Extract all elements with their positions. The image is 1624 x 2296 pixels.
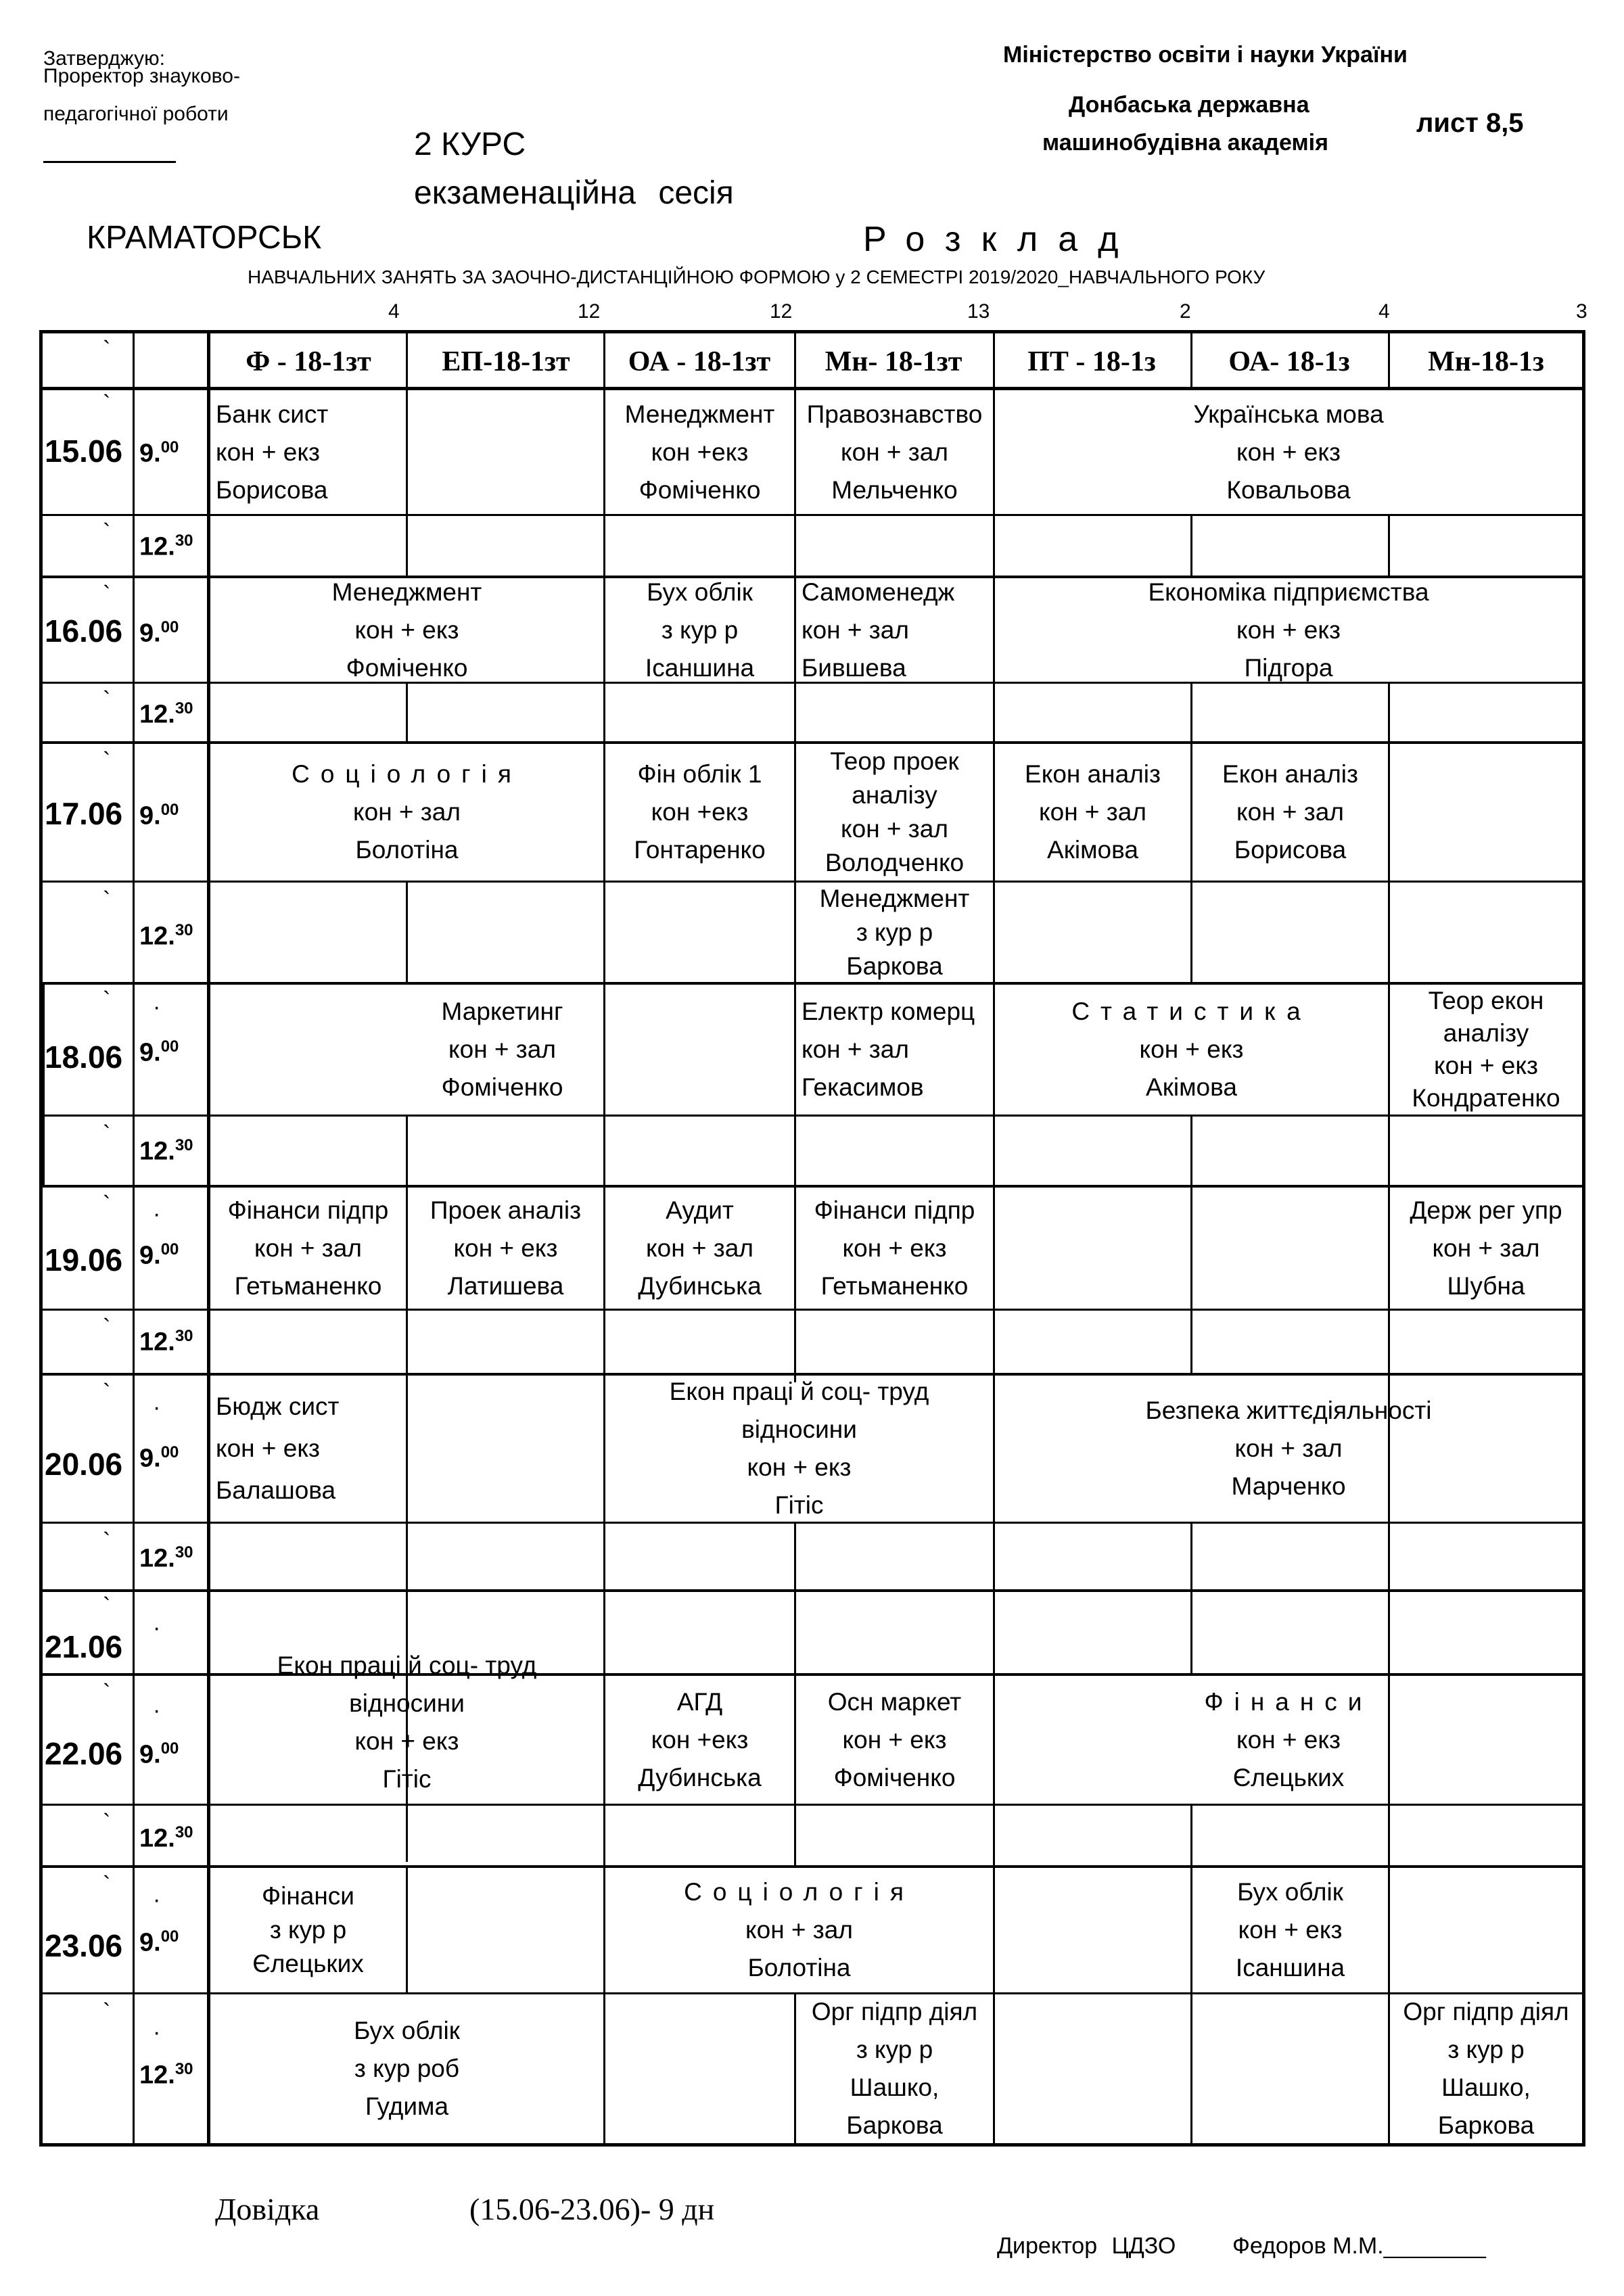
group-header-5: ПТ - 18-1з <box>1027 346 1156 377</box>
row-separator <box>39 1804 1585 1806</box>
day-mark: ` <box>103 1528 111 1554</box>
group-header-3: ОА - 18-1зт <box>628 346 771 377</box>
class-cell: Маркетинг кон + зал Фоміченко <box>441 998 563 1101</box>
time-900: 9.00 <box>139 1927 179 1957</box>
class-cell: Фінанси підпр кон + зал Гетьманенко <box>227 1196 389 1300</box>
slot-mark: · <box>153 994 161 1020</box>
class-cell: Теор екон аналізу кон + екз Кондратенко <box>1412 987 1560 1112</box>
header-mark: ` <box>103 337 111 362</box>
footer-period: (15.06-23.06)- 9 дн <box>469 2192 715 2226</box>
col-separator <box>1190 330 1192 387</box>
table-bottom-border <box>39 2143 1585 2147</box>
table-left-border <box>39 330 43 2147</box>
time-1230: 12.30 <box>139 1823 193 1853</box>
academy-line-2: машинобудівна академія <box>1042 130 1328 156</box>
time-1230: 12.30 <box>139 1136 193 1166</box>
class-cell: Екон праці й соц- труд відносини кон + екз Гітіс <box>277 1651 537 1793</box>
class-cell: Бух облік з кур р Ісаншина <box>645 578 755 682</box>
date-20-06: 20.06 <box>45 1447 123 1482</box>
slot-mark: · <box>153 1697 161 1723</box>
col-separator <box>1190 1188 1192 1309</box>
group-count-7: 3 <box>1576 300 1587 323</box>
class-cell: Проек аналіз кон + екз Латишева <box>430 1196 582 1300</box>
day-mark: ` <box>103 1121 111 1147</box>
date-16-06: 16.06 <box>45 613 123 649</box>
group-header-7: Мн-18-1з <box>1428 346 1544 377</box>
director-name: Федоров М.М.________ <box>1232 2233 1486 2259</box>
time-900: 9.00 <box>139 618 179 648</box>
class-cell: Орг підпр діял з кур р Шашко, Баркова <box>1403 1998 1569 2139</box>
date-18-06: 18.06 <box>45 1039 123 1075</box>
class-cell: Орг підпр діял з кур р Шашко, Баркова <box>811 1998 978 2139</box>
group-count-3: 12 <box>770 300 793 323</box>
class-cell: Економіка підприємства кон + екз Підгора <box>1148 578 1429 682</box>
schedule-title: Розклад <box>863 220 1139 259</box>
group-header-1: Ф - 18-1зт <box>246 346 371 377</box>
day-mark: ` <box>103 687 111 713</box>
col-separator <box>1388 514 1390 576</box>
col-separator <box>1190 1522 1192 1673</box>
row-separator <box>39 1589 1585 1592</box>
date-19-06: 19.06 <box>45 1242 123 1278</box>
table-top-border <box>39 330 1585 333</box>
class-cell: Бюдж сист кон + екз Балашова <box>216 1392 340 1504</box>
academy-line-1: Донбаська державна <box>1069 92 1309 118</box>
class-cell: Екон аналіз кон + зал Акімова <box>1025 760 1161 864</box>
class-cell: Фінанси з кур р Єлецьких <box>252 1882 364 1977</box>
day-mark: ` <box>103 887 111 913</box>
class-cell: Аудит кон + зал Дубинська <box>638 1196 762 1300</box>
date-17-06: 17.06 <box>45 796 123 831</box>
day-mark: ` <box>103 1315 111 1340</box>
class-cell: Осн маркет кон + екз Фоміченко <box>827 1687 962 1791</box>
approval-line-1: Затверджую: <box>43 47 165 70</box>
class-cell: Екон аналіз кон + зал Борисова <box>1222 760 1358 864</box>
class-cell: Фінанси підпр кон + екз Гетьманенко <box>814 1196 975 1300</box>
day-mark: ` <box>103 1680 111 1706</box>
col-separator <box>406 682 408 741</box>
col-separator <box>1190 1311 1192 1373</box>
time-900: 9.00 <box>139 1443 179 1473</box>
col-separator <box>1190 682 1192 741</box>
class-cell: Екон праці й соц- труд відносини кон + екз Гітіс <box>669 1378 929 1519</box>
day-mark: ` <box>103 987 111 1013</box>
group-count-4: 13 <box>967 300 990 323</box>
day-mark: ` <box>103 1593 111 1619</box>
col-separator <box>1190 1115 1192 1185</box>
time-900: 9.00 <box>139 1037 179 1067</box>
class-cell: Держ рег упр кон + зал Шубна <box>1410 1196 1562 1300</box>
class-cell: Статистика кон + екз Акімова <box>1071 998 1312 1101</box>
class-cell: Українська мова кон + екз Ковальова <box>1193 400 1384 504</box>
session-title: екзаменаційна сесія <box>414 175 734 211</box>
slot-mark: · <box>153 1615 161 1641</box>
col-separator <box>406 514 408 576</box>
row-separator <box>39 1309 1585 1311</box>
class-cell: Фінанси кон + екз Єлецьких <box>1204 1687 1373 1791</box>
class-cell: Самоменедж кон + зал Бившева <box>802 578 955 682</box>
col-separator <box>406 1868 408 1992</box>
group-header-6: ОА- 18-1з <box>1228 346 1350 377</box>
class-cell: Менеджмент кон + екз Фоміченко <box>331 578 482 682</box>
time-1230: 12.30 <box>139 532 193 561</box>
slot-mark: · <box>153 1887 161 1913</box>
date-22-06: 22.06 <box>45 1736 123 1771</box>
class-cell: Бух облік з кур роб Гудима <box>354 2017 460 2120</box>
day-mark: ` <box>103 1192 111 1217</box>
day-mark: ` <box>103 748 111 774</box>
class-cell: Менеджмент з кур р Баркова <box>819 884 970 980</box>
day-mark: ` <box>103 1380 111 1405</box>
day-mark: ` <box>103 391 111 417</box>
class-cell: Бух облік кон + екз Ісаншина <box>1235 1878 1345 1982</box>
day-mark: ` <box>103 582 111 607</box>
class-cell: Електр комерц кон + зал Гекасимов <box>802 998 975 1101</box>
time-1230: 12.30 <box>139 921 193 951</box>
time-900: 9.00 <box>139 801 179 830</box>
group-count-2: 12 <box>578 300 601 323</box>
group-count-6: 4 <box>1378 300 1390 323</box>
signature-line <box>43 161 176 163</box>
col-separator <box>1388 330 1390 387</box>
ministry: Міністерство освіти і науки України <box>1003 42 1408 68</box>
table-right-border <box>1582 330 1585 2147</box>
col-separator <box>1190 514 1192 576</box>
class-cell: Безпека життєдіяльності кон + зал Марченко <box>1145 1397 1432 1500</box>
time-1230: 12.30 <box>139 1543 193 1573</box>
frame-accent <box>39 982 45 1185</box>
approval-line-3: педагогічної роботи <box>43 103 229 125</box>
time-900: 9.00 <box>139 1240 179 1270</box>
time-1230: 12.30 <box>139 1327 193 1357</box>
col-separator <box>1388 682 1390 741</box>
col-separator <box>406 881 408 982</box>
class-cell: Теор проек аналізу кон + зал Володченко <box>825 747 965 876</box>
day-mark: ` <box>103 1999 111 2025</box>
group-count-5: 2 <box>1180 300 1191 323</box>
group-count-1: 4 <box>388 300 400 323</box>
row-separator <box>39 514 1585 516</box>
course-title: 2 КУРС <box>414 126 526 162</box>
city: КРАМАТОРСЬК <box>87 220 322 256</box>
class-cell: Соціологія кон + зал Болотіна <box>292 760 522 864</box>
col-separator <box>1388 1522 1390 1673</box>
class-cell: Банк сист кон + екз Борисова <box>216 400 329 504</box>
date-21-06: 21.06 <box>45 1629 123 1664</box>
time-900: 9.00 <box>139 438 179 468</box>
class-cell: Правознавство кон + зал Мельченко <box>806 400 983 504</box>
time-900: 9.00 <box>139 1739 179 1769</box>
class-cell: Менеджмент кон +екз Фоміченко <box>624 400 775 504</box>
class-cell: АГД кон +екз Дубинська <box>638 1687 762 1791</box>
slot-mark: · <box>153 2019 161 2045</box>
col-separator <box>133 330 135 2147</box>
time-1230: 12.30 <box>139 2060 193 2090</box>
slot-mark: · <box>153 1201 161 1227</box>
slot-mark: · <box>153 1395 161 1420</box>
class-cell: Соціологія кон + зал Болотіна <box>684 1878 914 1982</box>
col-separator <box>1388 1373 1390 1375</box>
row-separator <box>39 1115 1585 1117</box>
day-mark: ` <box>103 1810 111 1835</box>
day-mark: ` <box>103 519 111 545</box>
group-header-2: ЕП-18-1зт <box>442 346 570 377</box>
day-mark: ` <box>103 1872 111 1898</box>
approval-line-2: Проректор знауково- <box>43 65 240 87</box>
date-23-06: 23.06 <box>45 1928 123 1963</box>
time-1230: 12.30 <box>139 699 193 729</box>
class-cell: Фін облік 1 кон +екз Гонтаренко <box>634 760 766 864</box>
group-header-4: Мн- 18-1зт <box>825 346 962 377</box>
approval-block <box>43 49 240 124</box>
date-15-06: 15.06 <box>45 434 123 469</box>
sheet-number: лист 8,5 <box>1416 108 1524 138</box>
subtitle: НАВЧАЛЬНИХ ЗАНЯТЬ ЗА ЗАОЧНО-ДИСТАНЦІЙНОЮ ФОРМОЮ у 2 СЕМЕСТРІ 2019/2020_НАВЧАЛЬНОГО РОКУ <box>248 266 1266 287</box>
director-title: Директор ЦДЗО <box>997 2233 1176 2259</box>
footer-note: Довідка <box>215 2192 320 2226</box>
